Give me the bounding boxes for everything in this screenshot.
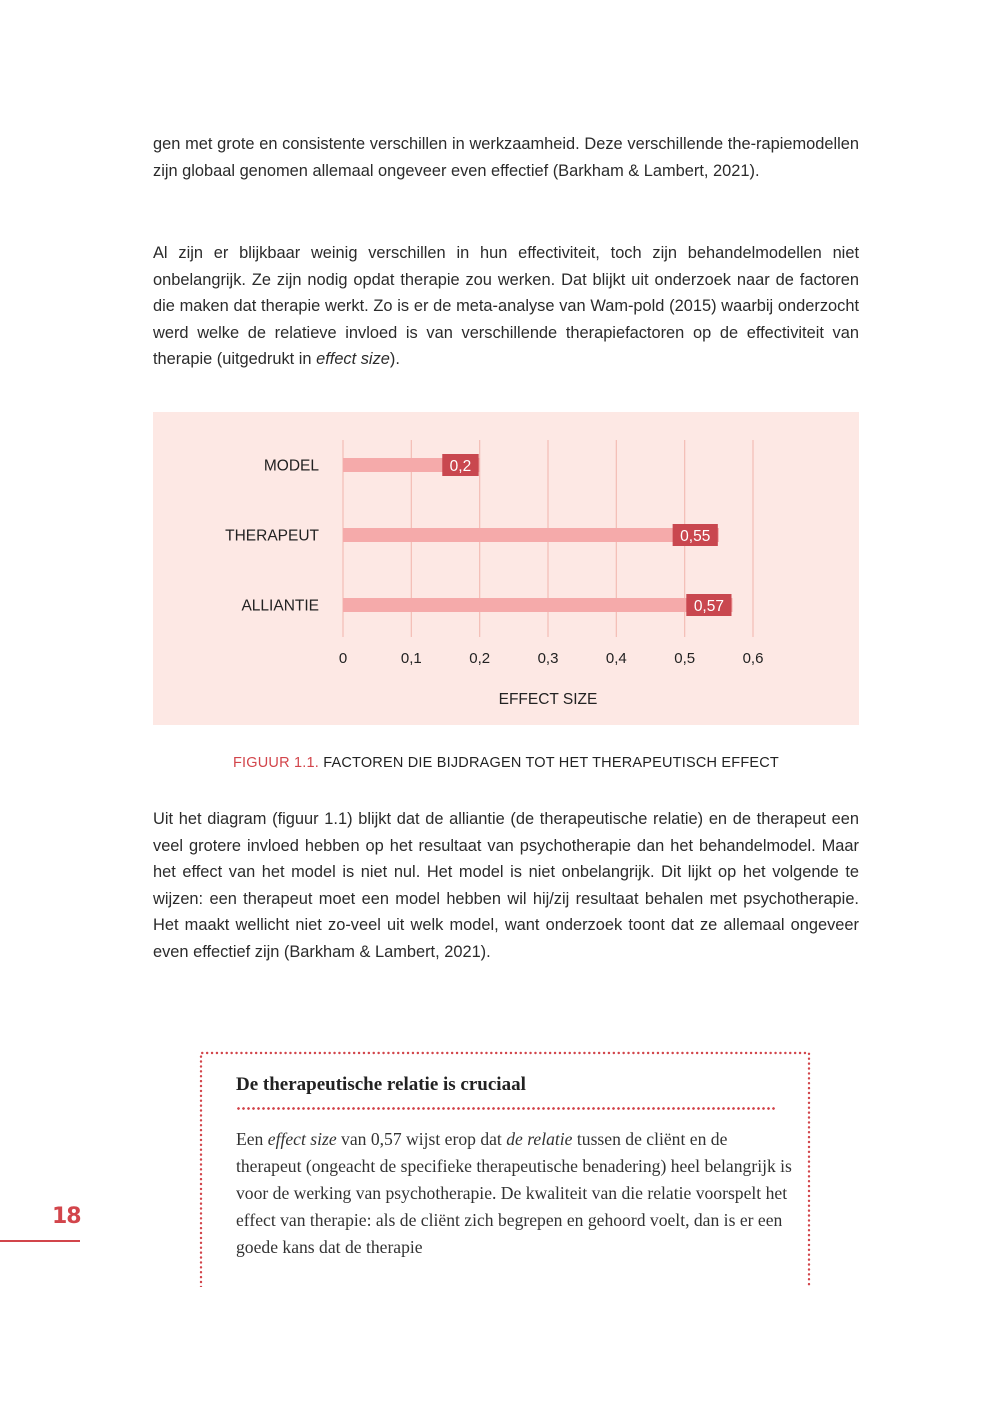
callout-text-1: Een [236,1129,268,1149]
bar-therapeut [343,528,719,542]
tick-label: 0,1 [400,650,422,667]
figure-caption-text: FACTOREN DIE BIJDRAGEN TOT HET THERAPEUTISCH EFFECT [323,755,779,771]
body-paragraph-1: gen met grote en consistente verschillen in werkzaamheid. Deze verschillende the-rapiemodellen zijn globaal genomen allemaal ongeveer even effectief (Barkham & Lambert, 2021). [153,135,859,180]
paragraph-2-text-b: ). [389,350,400,369]
tick-label: 0,5 [674,650,696,667]
value-label: 0,57 [693,598,724,615]
callout-emphasis-1: effect size [267,1129,337,1149]
tick-label: 0,6 [742,650,764,667]
callout-text-2: van 0,57 wijst erop dat [336,1129,507,1149]
paragraph-2-text-a: Al zijn er blijkbaar weinig verschillen in hun effectiviteit, toch zijn behandelmodellen niet onbelangrijk. Ze zijn nodig opdat therapie zou werken. Dat blijkt uit onderzoek naar de factoren die maken dat therapie werkt. Zo is er de meta-analyse van Wam-pold (2015) waarbij onderzocht werd welke de relatieve invloed is van verschillende therapiefactoren op de effectiviteit van therapie (uitgedrukt in [153,244,859,369]
callout-emphasis-2: de relatie [506,1129,573,1149]
tick-label: 0 [338,650,348,667]
callout-title: De therapeutische relatie is cruciaal [236,1074,526,1095]
value-label: 0,2 [449,458,472,475]
callout-body [236,1126,796,1261]
body-paragraph-2 [153,240,859,373]
paragraph-2-emphasis: effect size [316,350,390,369]
callout-divider [236,1107,777,1110]
category-label: THERAPEUT [225,527,319,545]
body-paragraph-3: Uit het diagram (figuur 1.1) blijkt dat de alliantie (de therapeutische relatie) en de therapeut een veel grotere invloed hebben op het resultaat van psychotherapie dan het behandelmodel. Maar het effect van het model is niet nul. Het model is niet onbelangrijk. Dit lijkt op het volgende te wijzen: een therapeut moet een model hebben wil hij/zij resultaat behalen met psychotherapie. Het maakt wellicht niet zo-veel uit welk model, want onderzoek toont dat ze allemaal ongeveer even effectief zijn (Barkham & Lambert, 2021). [153,810,859,961]
page-number: 18 [52,1204,81,1229]
figure-chart-panel [153,412,859,725]
tick-label: 0,3 [537,650,559,667]
figure-caption-label: FIGUUR 1.1. [233,755,319,771]
bar-alliantie [343,598,733,612]
effect-size-bar-chart [153,412,859,725]
tick-label: 0,4 [605,650,627,667]
figure-caption [153,755,859,771]
value-label: 0,55 [680,528,711,545]
callout-text-3: tussen de cliënt en de therapeut (ongeacht de specifieke therapeutische benadering) heel belangrijk is voor de werking van psychotherapie. De kwaliteit van die relatie voorspelt het effect van therapie: als de cliënt zich begrepen en gehoord voelt, dan is er een goede kans dat de therapie [236,1129,792,1257]
category-label: ALLIANTIE [241,597,319,615]
callout-box [199,1051,811,1287]
category-label: MODEL [263,457,319,475]
x-axis-title: EFFECT SIZE [498,691,598,708]
tick-label: 0,2 [469,650,491,667]
page-number-rule [0,1240,80,1242]
